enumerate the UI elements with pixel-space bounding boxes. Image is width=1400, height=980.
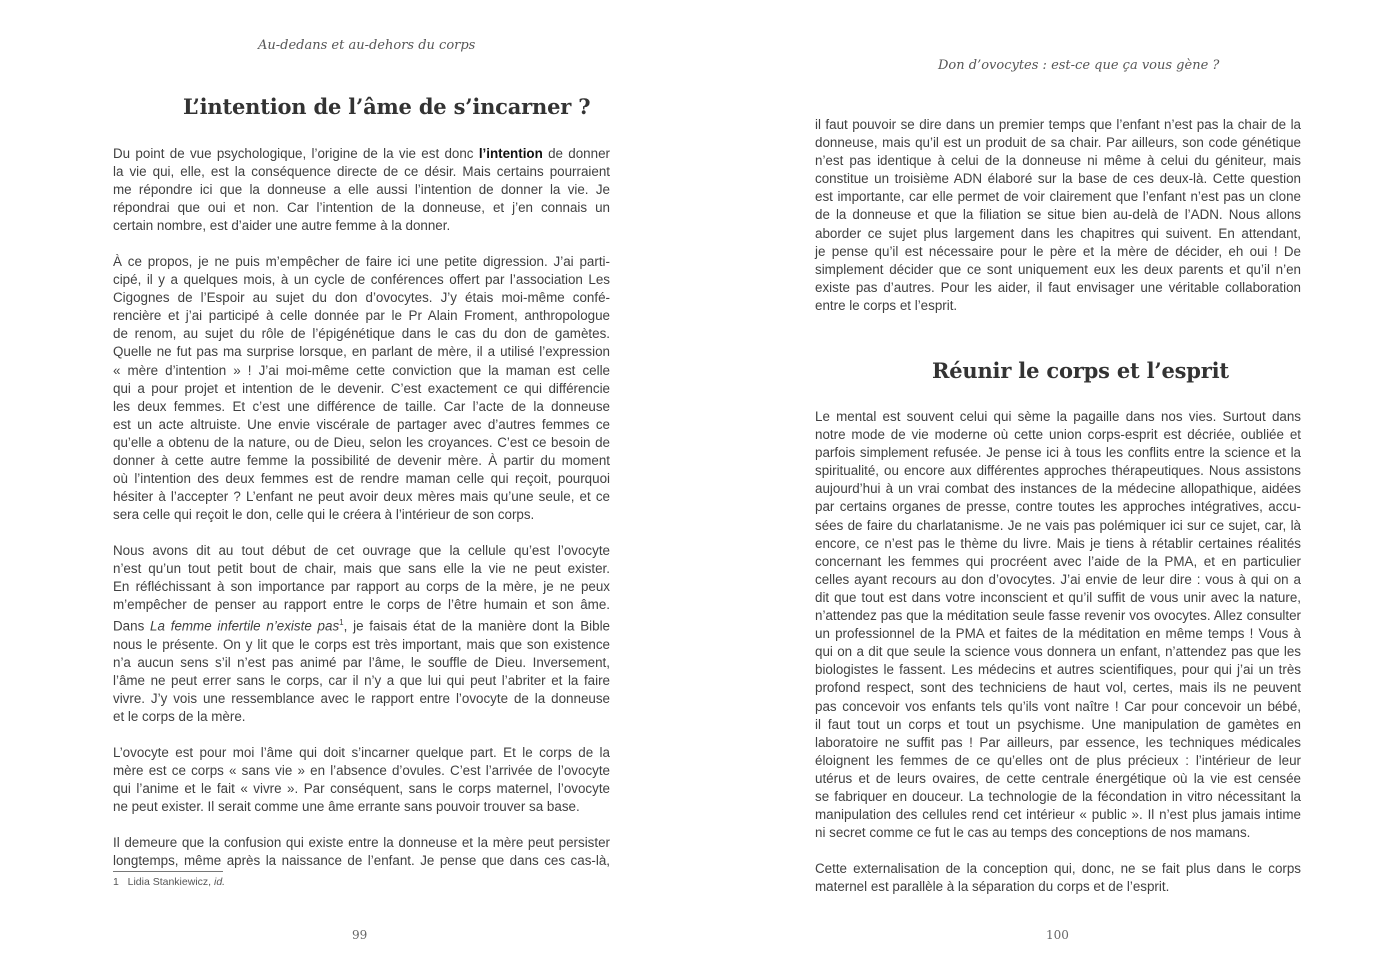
- text-line: rencière et j’ai participé à celle donnée par le Pr Alain Froment, anthropologue: [113, 308, 610, 324]
- text-line: de renom, au sujet du rôle de l’épigénétique dans le cas du don de gamètes.: [113, 326, 610, 342]
- text-line: sées de faire du charlatanisme. Je ne vais pas polémiquer ici sur ce sujet, car, là: [815, 517, 1301, 533]
- text-line: ni secret comme ce fut le cas au temps des conceptions de nos mamans.: [815, 825, 1251, 841]
- text-line: Cigognes de l’Espoir au sujet du don d’ovocytes. J’y étais moi-même confé-: [113, 290, 610, 306]
- text-line: aujourd’hui à un vrai combat des instances de la médecine allopathique, aidées: [815, 481, 1301, 497]
- text-line: simplement décider que ce sont uniquement eux les deux parents et qu’il n’en: [815, 261, 1301, 277]
- text-line: qu’elle a obtenu de la nature, ou de Dieu, selon les croyances. C’est ce besoin de: [113, 434, 610, 450]
- text-line: n’a aucun sens s’il n’est pas animé par l’âme, le souffle de Dieu. Inversement,: [113, 654, 610, 670]
- body-text: [815, 408, 1301, 913]
- text-line: laboratoire ne suffit pas ! Par ailleurs, par essence, les techniques médicales: [815, 734, 1301, 750]
- text-line: il faut pouvoir se dire dans un premier temps que l’enfant n’est pas la chair de la: [815, 117, 1301, 132]
- text-line: Nous avons dit au tout début de cet ouvrage que la cellule qu’est l’ovocyte: [113, 542, 610, 558]
- text-line: existe pas d’autres. Pour les aider, il faut envisager une véritable collaboration: [815, 279, 1301, 295]
- text-line: de la donneuse et que la filiation se situe bien au-delà de l’ADN. Nous allons: [815, 207, 1301, 223]
- body-text-intro: [815, 116, 1301, 333]
- text-line: hésiter à l’accepter ? L’enfant ne peut avoir deux mères mais qu’une seule, et ce: [113, 489, 610, 505]
- text-line: maternel est parallèle à la séparation du corps et de l’esprit.: [815, 878, 1170, 894]
- text-line: cipé, il y a quelques mois, à un cycle de conférences offert par l’association Les: [113, 272, 610, 288]
- page-number: 99: [352, 928, 368, 942]
- paragraph: [113, 744, 610, 816]
- bold-term: l’intention: [478, 146, 543, 161]
- text-line: L’ovocyte est pour moi l’âme qui doit s’incarner quelque part. Et le corps de la: [113, 744, 610, 760]
- text-line: Le mental est souvent celui qui sème la pagaille dans nos vies. Surtout dans: [815, 409, 1301, 424]
- text-line: celles ayant recours au don d’ovocytes. J’ai envie de leur dire : vous à qui on a: [815, 571, 1301, 587]
- text-line: ne peut exister. Il serait comme une âme errante sans pouvoir trouver sa base.: [113, 799, 580, 815]
- text-line: encore, ce n’est pas le thème du livre. Mais je tiens à rétablir certaines réalités: [815, 535, 1301, 551]
- footnote-divider: [113, 871, 223, 872]
- text-line: par certains organes de presse, contre toutes les approches intégratives, accu-: [815, 499, 1301, 515]
- text-line: certain nombre, est d’aider une autre femme à la donner.: [113, 218, 451, 234]
- page-number: 100: [1046, 928, 1069, 942]
- text-line: je pense qu’il est nécessaire pour le père et la mère de décider, eh oui ! De: [815, 243, 1301, 259]
- text-line: un professionnel de la PMA et faites de la méditation en même temps ! Vous à: [815, 626, 1301, 642]
- text-line: sera celle qui reçoit le don, celle qui le créera à l’intérieur de son corps.: [113, 507, 535, 523]
- footnote-number: 1: [113, 876, 119, 888]
- text-line: profond respect, sont des techniciens de haut vol, certes, mais ils ne peuvent: [815, 680, 1301, 696]
- text-line: est importante, car elle permet de voir clairement que l’enfant n’est pas un clone: [815, 189, 1301, 205]
- text-line: spiritualité, ou encore aux différentes approches thérapeutiques. Nous assistons: [815, 463, 1301, 479]
- text-line: qui l’anime et le fait « vivre ». Par conséquent, sans le corps maternel, l’ovocyte: [113, 780, 610, 796]
- text-line: notre mode de vie moderne où cette union corps-esprit est décriée, oubliée et: [815, 427, 1301, 443]
- paragraph: [815, 860, 1301, 896]
- footnote-mark: 1: [339, 618, 344, 628]
- text-line: Quelle ne fut pas ma surprise lorsque, en parlant de mère, il a utilisé l’expression: [113, 344, 610, 360]
- section-title: L’intention de l’âme de s’incarner ?: [183, 94, 591, 119]
- text-line: qui a pour projet et intention de le devenir. C’est exactement ce qui différencie: [113, 380, 610, 396]
- text-line: n’est pas identique à celui de la donneuse ni même à celui du géniteur, mais: [815, 153, 1301, 169]
- text-line: pas concevoir vos enfants tels qu’ils vont naître ! Car pour concevoir un bébé,: [815, 698, 1301, 714]
- section-title: Réunir le corps et l’esprit: [932, 358, 1229, 383]
- text-line: Cette externalisation de la conception qui, donc, ne se fait plus dans le corps: [815, 860, 1301, 876]
- text-line: où l’intention des deux femmes est de rendre maman celle qui reçoit, pourquoi: [113, 471, 610, 487]
- text-line: donneuse, mais qu’il est un produit de sa chair. Par ailleurs, son code génétique: [815, 135, 1301, 151]
- text-line: nous le présente. On y lit que le corps est très important, mais que son existence: [113, 636, 610, 652]
- text-line: parfois simplement refusée. Je pense ici à tous les conflits entre la science et la: [815, 445, 1301, 461]
- text-line: biologistes le fassent. Les médecins et autres scientifiques, pour qui j’ai un très: [815, 662, 1301, 678]
- body-text: [113, 145, 610, 887]
- text-line: « mère d’intention » ! J’ai moi-même cette conviction que la maman est celle: [113, 362, 610, 378]
- text-line: entre le corps et l’esprit.: [815, 297, 958, 313]
- text-line: l’âme ne peut errer sans le corps, car il n’y a que lui qui peut l’abriter et la faire: [113, 673, 610, 688]
- text-line: Il demeure que la confusion qui existe entre la donneuse et la mère peut persister: [113, 834, 610, 850]
- running-head: Don d’ovocytes : est-ce que ça vous gène ?: [938, 58, 1220, 73]
- right-page: [700, 0, 1400, 980]
- text-line: il faut tout un corps et tout un psychisme. Une manipulation de gamètes en: [815, 716, 1301, 732]
- text-line: m’empêcher de penser au rapport entre le corps de l’être humain et son âme.: [113, 597, 610, 613]
- text-line: se fabriquer en douceur. La technologie de la fécondation in vitro nécessitant la: [815, 788, 1301, 804]
- paragraph: [113, 834, 610, 870]
- text-line: n’est qu’un tout petit bout de chair, mais que sans elle la vie ne peut exister.: [113, 560, 610, 576]
- text-line: constitue un troisième ADN élaboré sur la base de ces deux-là. Cette question: [815, 171, 1301, 187]
- text-line: À ce propos, je ne puis m’empêcher de faire ici une petite digression. J’ai parti-: [113, 253, 610, 269]
- paragraph: [815, 408, 1301, 842]
- text-line: En réfléchissant à son importance par rapport au corps de la mère, je ne peux: [113, 579, 610, 595]
- book-title: La femme infertile n’existe pas: [150, 618, 340, 634]
- running-head: Au-dedans et au-dehors du corps: [258, 38, 476, 53]
- text-line: longtemps, même après la naissance de l’enfant. Je pense que dans ces cas-là,: [113, 852, 610, 868]
- footnote: [113, 876, 225, 888]
- footnote-author: Lidia Stankiewicz,: [127, 876, 212, 888]
- text-line: utérus et de leurs ovaires, de cette centrale énergétique où la vie est censée: [815, 770, 1301, 786]
- text-line: répondrai que oui et non. Car l’intention de la donneuse, et j’en connais un: [113, 200, 610, 216]
- text-line: me répondre ici que la donneuse a elle aussi l’intention de donner la vie. Je: [113, 182, 610, 198]
- paragraph: [113, 253, 610, 524]
- paragraph: [815, 116, 1301, 315]
- paragraph: [113, 145, 610, 235]
- paragraph: [113, 542, 610, 726]
- text-line: Du point de vue psychologique, l’origine de la vie est donc l’intention de donner: [113, 146, 610, 161]
- text-line: éloignent les femmes de ce qu’elles ont de plus précieux : l’intérieur de leur: [815, 752, 1301, 768]
- text-line: concernant les femmes qui procréent avec l’aide de la PMA, et en particulier: [815, 553, 1301, 569]
- text-line: vivre. J’y vois une ressemblance avec le rapport entre l’ovocyte de la donneuse: [113, 691, 610, 707]
- text-line: et le corps de la mère.: [113, 709, 246, 725]
- text-line: Dans La femme infertile n’existe pas$^1$, je faisais état de la manière dont la Bible: [113, 618, 610, 634]
- text-line: aborder ce sujet plus largement dans les chapitres qui suivent. En attendant,: [815, 225, 1301, 241]
- text-line: la vie qui, elle, est la conséquence directe de ce désir. Mais certains pourraient: [113, 164, 610, 180]
- text-line: n’attendez pas que la méditation seule fasse revenir vos ovocytes. Allez consulter: [815, 608, 1301, 624]
- text-line: les deux femmes. Et c’est une différence de taille. Car l’acte de la donneuse: [113, 398, 610, 414]
- text-line: mère est ce corps « sans vie » en l’absence d’ovules. C’est l’arrivée de l’ovocyte: [113, 762, 610, 778]
- text-line: est un acte altruiste. Une envie viscérale de partager avec d’autres femmes ce: [113, 416, 610, 432]
- footnote-id: id.: [214, 876, 226, 888]
- text-line: dit que tout est dans votre inconscient et qu’il suffit de vous unir avec la nature,: [815, 589, 1301, 605]
- text-line: donner à cette autre femme la possibilité de devenir mère. À partir du moment: [113, 453, 610, 468]
- text-line: qui on a dit que seule la science vous donnera un enfant, n’attendez pas que les: [815, 644, 1301, 660]
- text-line: manipulation des cellules rend cet intérieur « public ». Il n’est plus jamais intime: [815, 807, 1301, 823]
